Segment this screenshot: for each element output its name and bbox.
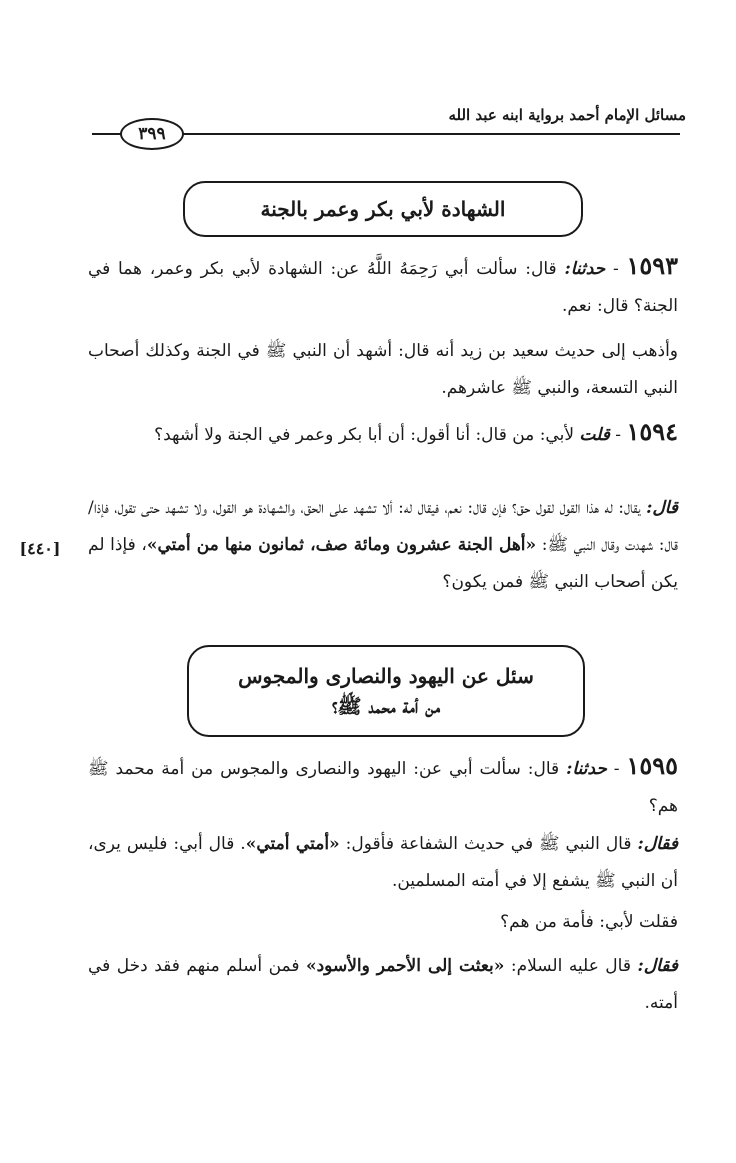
- hadith-text: لأبي: من قال: أنا أقول: أن أبا بكر وعمر في الجنة ولا أشهد؟: [154, 425, 575, 445]
- paragraph-lead: فقال:: [637, 956, 679, 976]
- hadith-text: قال: سألت أبي رَحِمَهُ اللَّهُ عن: الشهادة لأبي بكر وعمر، هما في الجنة؟ قال: نعم.: [88, 259, 678, 316]
- hadith-number: ١٥٩٤: [626, 417, 678, 446]
- hadith-quote: «بعثت إلى الأحمر والأسود»: [305, 956, 505, 976]
- hadith-number: ١٥٩٥: [626, 751, 679, 780]
- paragraph: [88, 948, 678, 1022]
- hadith-entry: ١٥٩٥ - حدثنا: قال: سألت أبي عن: اليهود والنصارى والمجوس من أمة محمد ﷺ هم؟: [88, 751, 679, 816]
- hadith-text: قال: سألت أبي عن: اليهود والنصارى والمجوس من أمة محمد ﷺ هم؟: [88, 759, 678, 816]
- paragraph: [88, 826, 678, 900]
- hadith-quote: «أمتي أمتي»: [245, 834, 340, 854]
- page-number: ٣٩٩: [120, 118, 184, 150]
- margin-reference: [٤٤٠]: [19, 539, 61, 558]
- paragraph-text: . قال أبي: فليس يرى، أن النبي ﷺ يشفع إلا في أمته المسلمين.: [88, 834, 678, 891]
- paragraph-text: فقلت لأبي: فأمة من هم؟: [500, 912, 678, 932]
- paragraph-text: وأذهب إلى حديث سعيد بن زيد أنه قال: أشهد أن النبي ﷺ في الجنة وكذلك أصحاب النبي التسعة، والنبي ﷺ عاشرهم.: [88, 341, 678, 398]
- running-header-title: مسائل الإمام أحمد برواية ابنه عبد الله: [448, 106, 686, 124]
- paragraph-text: قال عليه السلام:: [510, 956, 631, 976]
- paragraph: [88, 490, 678, 601]
- hadith-lead: قلت: [579, 425, 610, 445]
- hadith-entry: ١٥٩٣ - حدثنا: قال: سألت أبي رَحِمَهُ اللَّهُ عن: الشهادة لأبي بكر وعمر، هما في الجنة؟ قال: نعم.: [88, 251, 679, 316]
- hadith-lead: حدثنا:: [566, 759, 607, 779]
- paragraph-lead: قال:: [646, 498, 678, 518]
- chapter-title: الشهادة لأبي بكر وعمر بالجنة: [260, 197, 506, 221]
- paragraph-text: ، فإذا لم يكن أصحاب النبي ﷺ فمن يكون؟: [88, 535, 678, 592]
- paragraph-text: يقال: له هذا القول لقول حق؟ فإن قال: نعم، فيقال له: ألا تشهد على الحق، والشهادة هو القول، ولا تشهد حتى تقول، فإذا/ قال: شهدت وقال النبي ﷺ:: [88, 498, 679, 555]
- chapter-title-box: [187, 645, 585, 737]
- paragraph-text: فمن أسلم منهم فقد دخل في أمته.: [88, 956, 678, 1013]
- paragraph-text: قال النبي ﷺ في حديث الشفاعة فأقول:: [345, 834, 632, 854]
- chapter-title-box: [183, 181, 583, 237]
- hadith-quote: «أهل الجنة عشرون ومائة صف، ثمانون منها من أمتي»: [146, 535, 537, 555]
- paragraph: [88, 333, 678, 407]
- chapter-title-line: سئل عن اليهود والنصارى والمجوس: [238, 664, 534, 688]
- paragraph: [88, 904, 678, 941]
- paragraph-lead: فقال:: [637, 834, 678, 854]
- hadith-lead: حدثنا:: [564, 259, 606, 279]
- chapter-title-line: من أمة محمد ﷺ؟: [331, 694, 441, 718]
- hadith-number: ١٥٩٣: [626, 251, 679, 280]
- hadith-entry: ١٥٩٤ - قلت لأبي: من قال: أنا أقول: أن أبا بكر وعمر في الجنة ولا أشهد؟: [154, 417, 678, 446]
